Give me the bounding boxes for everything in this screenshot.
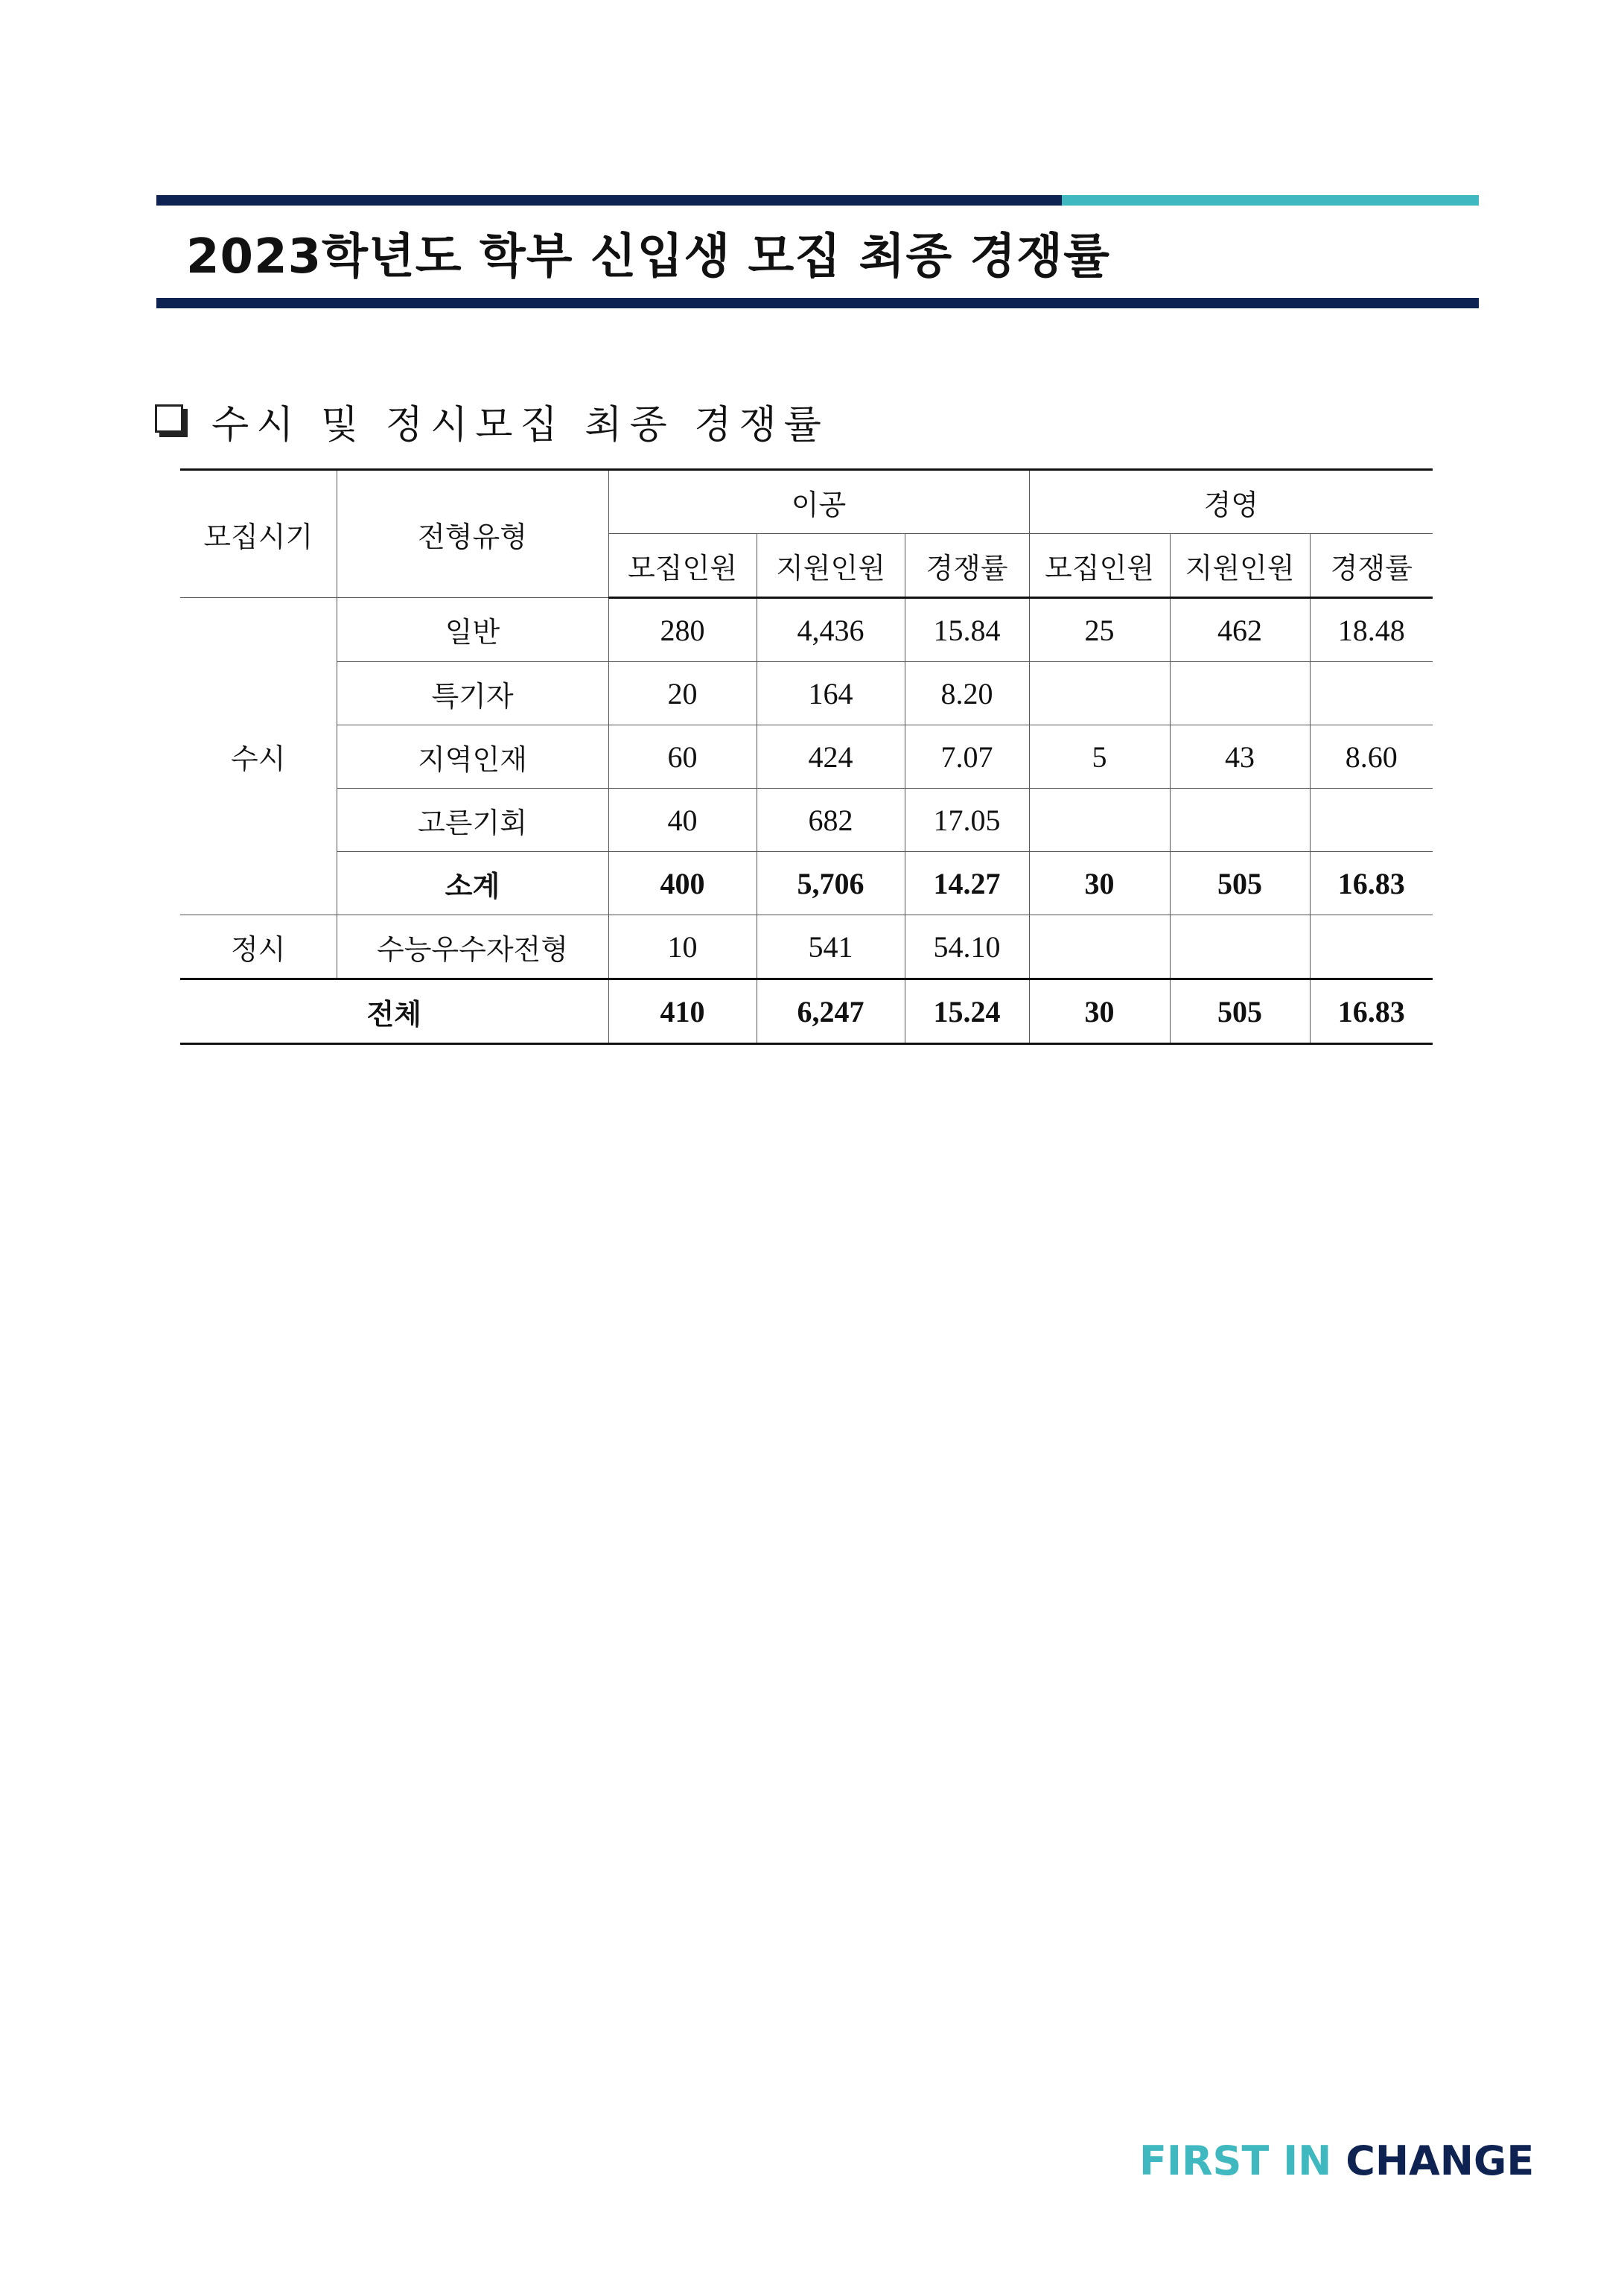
subtotal-row (180, 852, 1433, 915)
cell: 505 (1170, 979, 1310, 1044)
cell: 410 (608, 979, 757, 1044)
cell: 60 (608, 725, 757, 789)
cell: 6,247 (757, 979, 905, 1044)
cell: 15.24 (905, 979, 1029, 1044)
period-jeongsi: 정시 (180, 915, 337, 979)
header-period: 모집시기 (180, 470, 337, 598)
total-label: 전체 (180, 979, 608, 1044)
cell: 16.83 (1310, 852, 1433, 915)
section-heading-label: 수시 및 정시모집 최종 경쟁률 (211, 402, 829, 448)
header-sub: 지원인원 (757, 534, 905, 598)
cell: 682 (757, 789, 905, 852)
row-type: 특기자 (337, 662, 608, 725)
cell: 4,436 (757, 598, 905, 662)
cell: 54.10 (905, 915, 1029, 979)
cell: 30 (1029, 979, 1170, 1044)
row-type: 일반 (337, 598, 608, 662)
table-row (180, 725, 1433, 789)
cell: 20 (608, 662, 757, 725)
cell: 40 (608, 789, 757, 852)
header-sub: 경쟁률 (905, 534, 1029, 598)
cell: 25 (1029, 598, 1170, 662)
competition-rate-table (180, 468, 1433, 1045)
footer-brand-logo (1139, 2137, 1534, 2184)
cell: 164 (757, 662, 905, 725)
cell: 505 (1170, 852, 1310, 915)
cell: 541 (757, 915, 905, 979)
brand-first-in: FIRST IN (1139, 2137, 1332, 2184)
title-top-bar (156, 195, 1479, 206)
header-sub: 경쟁률 (1310, 534, 1433, 598)
table-row (180, 789, 1433, 852)
row-type: 지역인재 (337, 725, 608, 789)
cell: 462 (1170, 598, 1310, 662)
checkbox-bullet-icon (155, 404, 188, 437)
table-row (180, 915, 1433, 979)
cell: 43 (1170, 725, 1310, 789)
cell (1029, 789, 1170, 852)
header-group-engineering: 이공 (608, 470, 1029, 534)
cell: 5 (1029, 725, 1170, 789)
table-row (180, 598, 1433, 662)
cell: 18.48 (1310, 598, 1433, 662)
cell (1170, 789, 1310, 852)
cell (1310, 662, 1433, 725)
section-heading (155, 395, 829, 447)
cell (1029, 915, 1170, 979)
brand-change: CHANGE (1346, 2137, 1535, 2184)
cell: 14.27 (905, 852, 1029, 915)
row-type-subtotal: 소계 (337, 852, 608, 915)
cell: 8.20 (905, 662, 1029, 725)
cell: 7.07 (905, 725, 1029, 789)
title-bar-teal-segment (1062, 195, 1479, 206)
header-sub: 모집인원 (1029, 534, 1170, 598)
cell (1170, 915, 1310, 979)
title-bar-navy-segment (156, 195, 1062, 206)
cell: 16.83 (1310, 979, 1433, 1044)
cell: 8.60 (1310, 725, 1433, 789)
cell (1310, 915, 1433, 979)
header-type: 전형유형 (337, 470, 608, 598)
total-row (180, 979, 1433, 1044)
cell (1029, 662, 1170, 725)
row-type: 수능우수자전형 (337, 915, 608, 979)
cell: 30 (1029, 852, 1170, 915)
header-sub: 지원인원 (1170, 534, 1310, 598)
cell: 17.05 (905, 789, 1029, 852)
cell: 280 (608, 598, 757, 662)
header-sub: 모집인원 (608, 534, 757, 598)
cell: 15.84 (905, 598, 1029, 662)
cell (1170, 662, 1310, 725)
period-susi: 수시 (180, 598, 337, 915)
cell (1310, 789, 1433, 852)
title-bottom-bar (156, 298, 1479, 308)
cell: 400 (608, 852, 757, 915)
document-title: 2023학년도 학부 신입생 모집 최종 경쟁률 (186, 229, 1110, 284)
cell: 424 (757, 725, 905, 789)
header-group-business: 경영 (1029, 470, 1433, 534)
cell: 5,706 (757, 852, 905, 915)
table-row (180, 662, 1433, 725)
row-type: 고른기회 (337, 789, 608, 852)
cell: 10 (608, 915, 757, 979)
